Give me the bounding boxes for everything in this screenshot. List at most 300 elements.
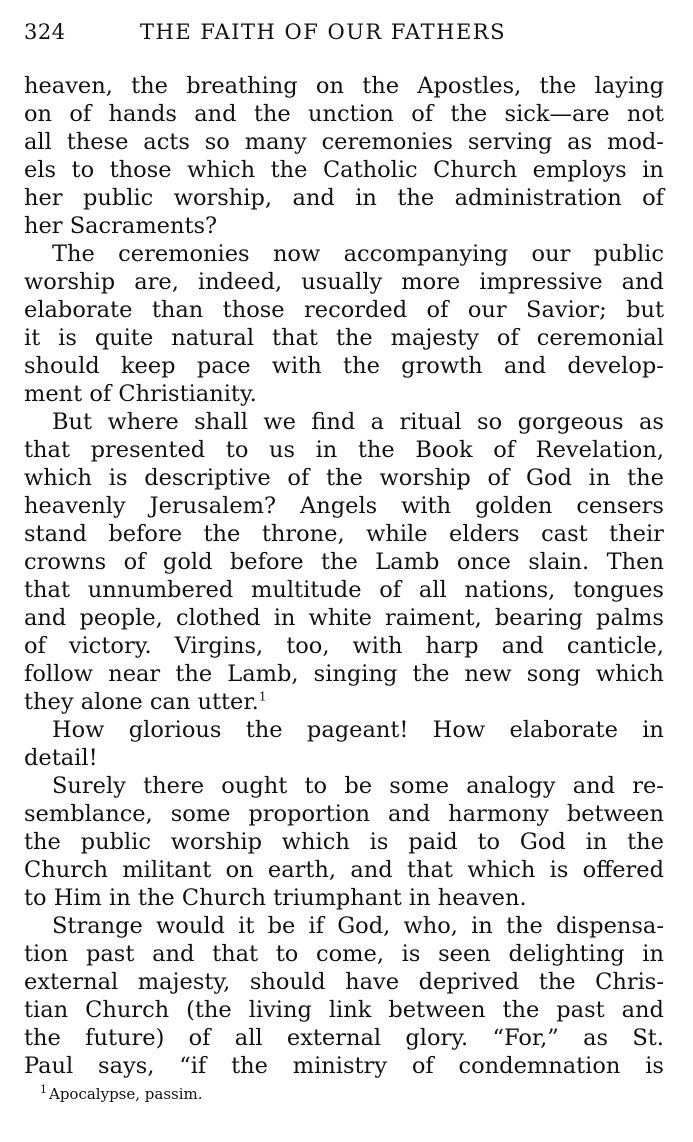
text-line bbox=[24, 100, 664, 128]
text-line-content bbox=[24, 296, 664, 324]
word: delighting bbox=[508, 941, 625, 967]
text-line bbox=[24, 408, 664, 436]
word: ritual bbox=[399, 409, 462, 435]
text-line bbox=[24, 604, 664, 632]
word: Church bbox=[433, 157, 518, 183]
word: the bbox=[343, 353, 380, 379]
word: hands bbox=[108, 101, 177, 127]
word: administration bbox=[454, 185, 622, 211]
word: worship bbox=[170, 829, 262, 855]
word: some bbox=[389, 773, 450, 799]
word: serving bbox=[467, 129, 553, 155]
word: indeed, bbox=[197, 269, 283, 295]
word: of bbox=[69, 101, 92, 127]
word: of bbox=[287, 465, 310, 491]
word: the bbox=[538, 969, 576, 995]
word: but bbox=[626, 297, 664, 323]
word: that bbox=[271, 325, 318, 351]
word: who, bbox=[403, 913, 458, 939]
word: heaven, bbox=[24, 73, 113, 99]
word: ought bbox=[221, 773, 288, 799]
text-line bbox=[24, 912, 664, 940]
text-line-content bbox=[24, 184, 664, 212]
word: “For,” bbox=[492, 1025, 559, 1051]
word: that bbox=[24, 577, 70, 603]
word: of bbox=[493, 437, 516, 463]
footnote-number: 1 bbox=[40, 1083, 47, 1096]
word: employs bbox=[532, 157, 627, 183]
text-line bbox=[24, 128, 664, 156]
word: singing bbox=[313, 661, 398, 687]
text-line bbox=[24, 520, 664, 548]
word: victory. bbox=[68, 633, 152, 659]
text-line-content bbox=[24, 632, 664, 660]
word: once bbox=[456, 549, 511, 575]
word: Catholic bbox=[322, 157, 418, 183]
word: multitude bbox=[251, 577, 362, 603]
word: not bbox=[626, 101, 664, 127]
word: the bbox=[321, 549, 358, 575]
word: Then bbox=[606, 549, 664, 575]
word: living bbox=[248, 997, 312, 1023]
word: is bbox=[549, 857, 569, 883]
word: usually bbox=[301, 269, 383, 295]
footnote bbox=[40, 1084, 203, 1104]
word: where bbox=[107, 409, 179, 435]
word: the bbox=[335, 325, 373, 351]
word: come, bbox=[316, 941, 384, 967]
word: seen bbox=[438, 941, 491, 967]
text-line bbox=[24, 660, 664, 688]
text-line bbox=[24, 184, 664, 212]
word: now bbox=[272, 241, 321, 267]
text-line bbox=[24, 324, 664, 352]
word: past bbox=[85, 941, 135, 967]
text-line-content bbox=[52, 240, 664, 268]
text-line-content bbox=[24, 352, 664, 380]
word: bearing bbox=[494, 605, 583, 631]
word: breathing bbox=[186, 73, 298, 99]
word: Savior; bbox=[526, 297, 607, 323]
word: semblance, bbox=[24, 801, 153, 827]
word: God, bbox=[337, 913, 391, 939]
word: be bbox=[344, 773, 373, 799]
word: growth bbox=[401, 353, 483, 379]
word: tian bbox=[24, 997, 69, 1023]
word: it bbox=[238, 913, 255, 939]
word: more bbox=[401, 269, 461, 295]
word: recorded bbox=[304, 297, 408, 323]
word: the bbox=[362, 73, 400, 99]
text-line-content bbox=[24, 996, 664, 1024]
word: those bbox=[109, 157, 172, 183]
text-line-content bbox=[24, 128, 664, 156]
word: glorious bbox=[128, 717, 222, 743]
word: clothed bbox=[175, 605, 261, 631]
word: and bbox=[24, 605, 67, 631]
text-line-content bbox=[24, 800, 664, 828]
word: public bbox=[80, 829, 151, 855]
word: the bbox=[502, 997, 540, 1023]
word: the bbox=[24, 829, 61, 855]
word: shall bbox=[194, 409, 248, 435]
text-line bbox=[24, 632, 664, 660]
text-line bbox=[24, 436, 664, 464]
word: the bbox=[450, 101, 488, 127]
text-line-content bbox=[24, 828, 664, 856]
text-line bbox=[24, 856, 664, 884]
word: ceremonial bbox=[536, 325, 664, 351]
word: which bbox=[595, 661, 664, 687]
word: in bbox=[588, 465, 611, 491]
text-line-content bbox=[24, 604, 664, 632]
word: between bbox=[566, 801, 664, 827]
word: on bbox=[225, 857, 254, 883]
word: to bbox=[304, 773, 328, 799]
word: new bbox=[464, 661, 512, 687]
text-line bbox=[24, 268, 664, 296]
word: Angels bbox=[299, 493, 378, 519]
word: as bbox=[567, 129, 593, 155]
text-line bbox=[24, 828, 664, 856]
word: so bbox=[204, 129, 230, 155]
word: gold bbox=[162, 549, 213, 575]
text-line-content bbox=[24, 660, 664, 688]
word: Revelation, bbox=[535, 437, 664, 463]
word: nations, bbox=[464, 577, 556, 603]
word: the bbox=[24, 1025, 61, 1051]
word: people, bbox=[79, 605, 163, 631]
word: acts bbox=[143, 129, 190, 155]
text-line bbox=[24, 940, 664, 968]
word: our bbox=[531, 241, 571, 267]
word: elaborate bbox=[24, 297, 133, 323]
word: the bbox=[627, 829, 664, 855]
word: mod- bbox=[607, 129, 664, 155]
word: the bbox=[131, 73, 168, 99]
word: ceremonies bbox=[118, 241, 250, 267]
word: (the bbox=[186, 997, 232, 1023]
word: Jerusalem? bbox=[149, 493, 277, 519]
word: while bbox=[366, 521, 428, 547]
word: as bbox=[583, 1025, 609, 1051]
word: the bbox=[245, 717, 283, 743]
word: and bbox=[194, 101, 237, 127]
word: and bbox=[152, 941, 195, 967]
word: dispensa- bbox=[556, 913, 664, 939]
word: Strange bbox=[52, 913, 143, 939]
text-line bbox=[24, 548, 664, 576]
word: to bbox=[275, 941, 299, 967]
word: is bbox=[401, 941, 421, 967]
word: crowns bbox=[24, 549, 107, 575]
word: of bbox=[123, 549, 146, 575]
word: and bbox=[572, 773, 615, 799]
word: stand bbox=[24, 521, 87, 547]
word: God bbox=[526, 465, 572, 491]
text-line bbox=[24, 492, 664, 520]
word: glory. bbox=[405, 1025, 469, 1051]
word: worship bbox=[24, 269, 116, 295]
word: to bbox=[225, 437, 249, 463]
word: of bbox=[411, 1053, 434, 1079]
word: els bbox=[24, 157, 57, 183]
word: the bbox=[325, 465, 363, 491]
text-line-content bbox=[24, 1052, 664, 1080]
word: unction bbox=[308, 101, 394, 127]
word: are, bbox=[134, 269, 179, 295]
word: the bbox=[270, 157, 308, 183]
word: is bbox=[369, 829, 389, 855]
word: should bbox=[24, 353, 100, 379]
word: presented bbox=[90, 437, 206, 463]
word: find bbox=[311, 409, 356, 435]
word: we bbox=[263, 409, 296, 435]
text-line-content bbox=[52, 912, 664, 940]
word: and bbox=[501, 633, 544, 659]
word: with bbox=[271, 353, 322, 379]
text-line-content: to Him in the Church triumphant in heaven. bbox=[24, 885, 527, 911]
word: Apostles, bbox=[417, 73, 522, 99]
word: St. bbox=[632, 1025, 664, 1051]
word: of bbox=[411, 101, 434, 127]
word: and bbox=[350, 857, 393, 883]
text-line-content bbox=[24, 156, 664, 184]
word: harmony bbox=[448, 801, 549, 827]
word: in bbox=[642, 717, 664, 743]
word: follow bbox=[24, 661, 94, 687]
word: would bbox=[156, 913, 225, 939]
word: keep bbox=[120, 353, 176, 379]
word: canticle, bbox=[566, 633, 664, 659]
text-line-content bbox=[24, 100, 664, 128]
word: pageant! bbox=[306, 717, 409, 743]
word: past bbox=[556, 997, 605, 1023]
word: pace bbox=[196, 353, 251, 379]
word: those bbox=[222, 297, 285, 323]
text-line bbox=[24, 1024, 664, 1052]
word: in bbox=[642, 157, 664, 183]
word: our bbox=[467, 297, 507, 323]
text-line bbox=[24, 352, 664, 380]
word: of bbox=[426, 297, 449, 323]
word: heavenly bbox=[24, 493, 126, 519]
text-line-content bbox=[24, 72, 664, 100]
word: and bbox=[292, 185, 335, 211]
word: re- bbox=[632, 773, 664, 799]
word: the bbox=[412, 661, 450, 687]
word: harp bbox=[425, 633, 479, 659]
word: of bbox=[379, 577, 402, 603]
word: to bbox=[477, 829, 501, 855]
word: offered bbox=[582, 857, 664, 883]
word: the bbox=[627, 465, 664, 491]
text-line bbox=[24, 240, 664, 268]
word: The bbox=[52, 241, 95, 267]
word: majesty, bbox=[137, 969, 231, 995]
word: of bbox=[496, 325, 519, 351]
word: the bbox=[397, 185, 435, 211]
text-line bbox=[24, 576, 664, 604]
word: is bbox=[108, 465, 128, 491]
word: these bbox=[66, 129, 129, 155]
footnote-text: Apocalypse, passim. bbox=[49, 1085, 203, 1103]
word: ministry bbox=[292, 1053, 388, 1079]
word: in bbox=[642, 941, 664, 967]
word: in bbox=[585, 829, 608, 855]
word: us bbox=[268, 437, 296, 463]
word: quite bbox=[94, 325, 154, 351]
word: censers bbox=[576, 493, 664, 519]
word: the bbox=[175, 661, 213, 687]
word: the bbox=[253, 101, 291, 127]
word: analogy bbox=[466, 773, 556, 799]
word: elders bbox=[449, 521, 520, 547]
word: unnumbered bbox=[87, 577, 234, 603]
word: on bbox=[315, 73, 344, 99]
word: is bbox=[58, 325, 77, 351]
word: and bbox=[621, 269, 664, 295]
body-text bbox=[24, 72, 664, 1080]
page-number: 324 bbox=[24, 20, 66, 44]
text-line-content bbox=[24, 940, 664, 968]
word: earth, bbox=[267, 857, 337, 883]
word: have bbox=[345, 969, 400, 995]
word: be bbox=[267, 913, 296, 939]
word: raiment, bbox=[385, 605, 482, 631]
word: accompanying bbox=[343, 241, 509, 267]
word: natural bbox=[171, 325, 255, 351]
word: future) bbox=[85, 1025, 165, 1051]
word: elaborate bbox=[509, 717, 618, 743]
text-line-content bbox=[24, 1024, 664, 1052]
word: sick—are bbox=[504, 101, 610, 127]
word: that bbox=[212, 941, 259, 967]
word: proportion bbox=[248, 801, 371, 827]
word: in bbox=[471, 913, 493, 939]
word: militant bbox=[122, 857, 212, 883]
text-line bbox=[24, 744, 664, 772]
word: deprived bbox=[418, 969, 520, 995]
word: song bbox=[526, 661, 581, 687]
running-title: THE FAITH OF OUR FATHERS bbox=[140, 20, 507, 44]
word: tion bbox=[24, 941, 69, 967]
text-line-content bbox=[24, 968, 664, 996]
word: worship, bbox=[173, 185, 273, 211]
text-line bbox=[24, 996, 664, 1024]
word: their bbox=[609, 521, 664, 547]
word: gorgeous bbox=[517, 409, 624, 435]
text-line-content: they alone can utter. bbox=[24, 689, 259, 715]
text-line-content: ment of Christianity. bbox=[24, 381, 257, 407]
word: which bbox=[281, 829, 350, 855]
text-line-content bbox=[24, 856, 664, 884]
word: paid bbox=[408, 829, 458, 855]
text-line-content bbox=[24, 436, 664, 464]
text-line bbox=[24, 464, 664, 492]
word: near bbox=[108, 661, 161, 687]
word: develop- bbox=[567, 353, 664, 379]
word: condemnation bbox=[458, 1053, 621, 1079]
word: all bbox=[24, 129, 52, 155]
word: with bbox=[401, 493, 452, 519]
word: too, bbox=[286, 633, 330, 659]
word: than bbox=[151, 297, 204, 323]
word: to bbox=[71, 157, 95, 183]
word: of bbox=[188, 1025, 211, 1051]
word: of bbox=[642, 185, 664, 211]
text-line bbox=[24, 1052, 664, 1080]
text-line bbox=[24, 688, 664, 716]
word: that bbox=[24, 437, 70, 463]
word: which bbox=[187, 157, 256, 183]
word: external bbox=[24, 969, 119, 995]
word: Chris- bbox=[595, 969, 664, 995]
text-line-content bbox=[52, 716, 664, 744]
word: there bbox=[143, 773, 205, 799]
word: some bbox=[170, 801, 231, 827]
word: But bbox=[52, 409, 93, 435]
word: many bbox=[244, 129, 307, 155]
word: all bbox=[418, 577, 447, 603]
word: Lamb, bbox=[227, 661, 299, 687]
text-line bbox=[24, 72, 664, 100]
word: so bbox=[477, 409, 503, 435]
word: is bbox=[645, 1053, 664, 1079]
text-line-content bbox=[24, 324, 664, 352]
word: should bbox=[249, 969, 326, 995]
word: and bbox=[621, 997, 664, 1023]
text-line-content bbox=[24, 492, 664, 520]
word: Church bbox=[24, 857, 109, 883]
text-line-content bbox=[52, 408, 664, 436]
word: before bbox=[229, 549, 304, 575]
text-line-content: detail! bbox=[24, 745, 98, 771]
word: Lamb bbox=[375, 549, 440, 575]
word: Surely bbox=[52, 773, 126, 799]
word: with bbox=[352, 633, 403, 659]
word: all bbox=[234, 1025, 263, 1051]
text-line-content bbox=[24, 268, 664, 296]
word: link bbox=[328, 997, 372, 1023]
word: between bbox=[388, 997, 486, 1023]
word: which bbox=[24, 465, 93, 491]
word: cast bbox=[541, 521, 588, 547]
word: How bbox=[52, 717, 105, 743]
word: that bbox=[406, 857, 453, 883]
word: on bbox=[24, 101, 53, 127]
text-line bbox=[24, 884, 664, 912]
text-line bbox=[24, 716, 664, 744]
word: and bbox=[387, 801, 431, 827]
word: in bbox=[273, 605, 296, 631]
word: the bbox=[203, 521, 241, 547]
word: before bbox=[108, 521, 183, 547]
word: of bbox=[24, 633, 46, 659]
word: descriptive bbox=[144, 465, 271, 491]
text-line-content bbox=[24, 464, 664, 492]
word: How bbox=[432, 717, 486, 743]
word: external bbox=[286, 1025, 382, 1051]
running-head bbox=[24, 20, 664, 50]
word: laying bbox=[594, 73, 664, 99]
text-line-content bbox=[24, 520, 664, 548]
text-line bbox=[24, 968, 664, 996]
word: a bbox=[370, 409, 385, 435]
word: God bbox=[519, 829, 566, 855]
word: Church bbox=[85, 997, 170, 1023]
word: golden bbox=[475, 493, 553, 519]
